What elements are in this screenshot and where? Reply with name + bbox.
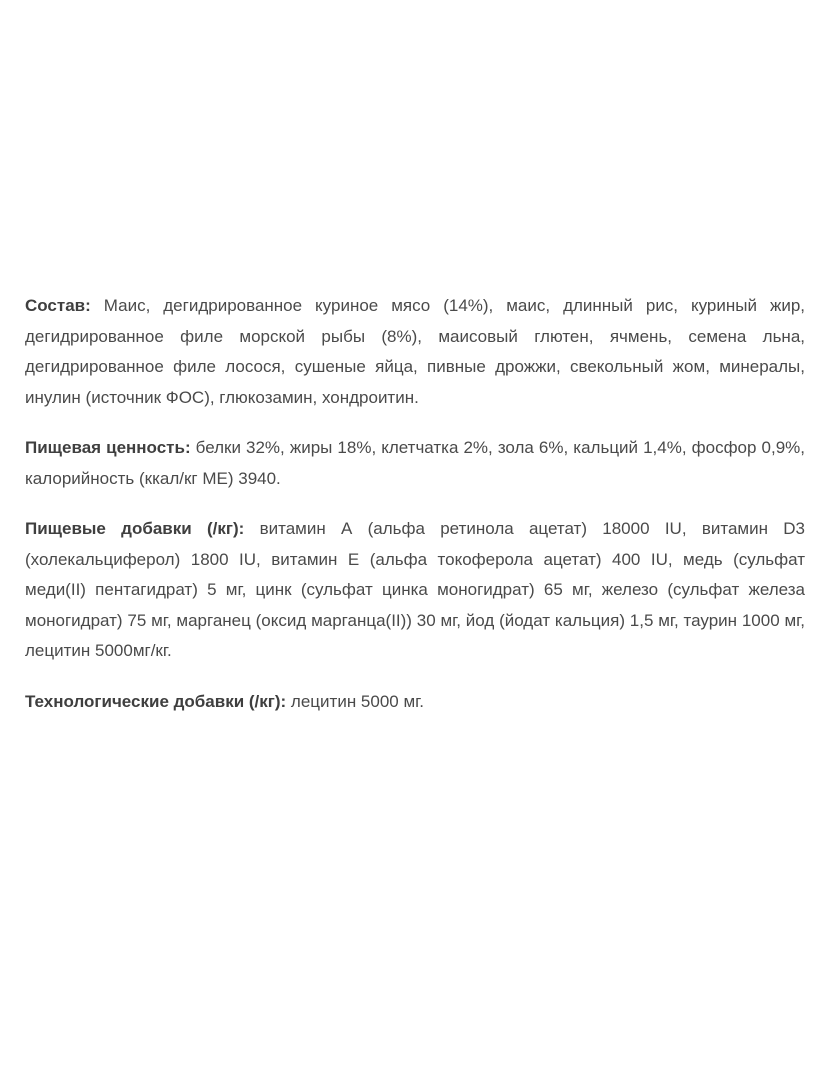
additives-paragraph — [25, 514, 805, 667]
composition-label: Состав: — [25, 296, 91, 315]
tech-additives-text: лецитин 5000 мг. — [286, 691, 425, 711]
nutrition-label: Пищевая ценность: — [25, 438, 191, 457]
composition-paragraph — [25, 291, 805, 413]
composition-text: Маис, дегидрированное куриное мясо (14%), маис, длинный рис, куриный жир, дегидрированное филе морской рыбы (8%), маисовый глютен, ячмень, семена льна, дегидрированное филе лосося, сушеные яйца, пивные дрожжи, свекольный жом, минералы, инулин (источник ФОС), глюкозамин, хондроитин. — [25, 296, 805, 407]
tech-additives-label: Технологические добавки (/кг): — [25, 691, 287, 711]
nutrition-paragraph — [25, 433, 805, 494]
additives-label: Пищевые добавки (/кг): — [25, 519, 245, 538]
nutrition-text: белки 32%, жиры 18%, клетчатка 2%, зола 6%, кальций 1,4%, фосфор 0,9%, калорийность (ккал/кг МЕ) 3940. — [25, 438, 805, 488]
additives-text: витамин А (альфа ретинола ацетат) 18000 IU, витамин D3 (холекальциферол) 1800 IU, витамин Е (альфа токоферола ацетат) 400 IU, медь (сульфат меди(II) пентагидрат) 5 мг, цинк (сульфат цинка моногидрат) 65 мг, железо (сульфат железа моногидрат) 75 мг, марганец (оксид марганца(II)) 30 мг, йод (йодат кальция) 1,5 мг, таурин 1000 мг, лецитин 5000мг/кг. — [25, 519, 805, 660]
document-body — [25, 291, 805, 717]
tech-additives-paragraph — [25, 687, 805, 718]
